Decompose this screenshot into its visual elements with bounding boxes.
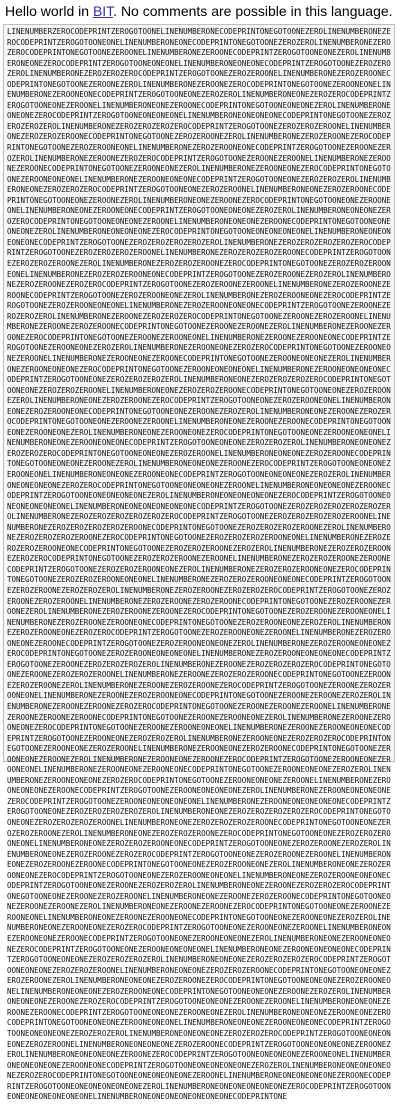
- source-code: LINENUMBERZEROCODEPRINTZEROGOTOONELINENUMBERONECODEPRINTONEGOTOONEZEROLINENUMBERONEZEROCODEPRINTZEROGOTOONEONELINENUMBERONEONECODEPRINTONEGOTOONEZEROZEROLINENUMBERONEZEROZEROCODEPRINTONEGOTOONEZEROONELINENUMBERONEZEROONECODEPRINTZEROGOTOONEONEZEROLINENUMBERONEONEZEROCODEPRINTZEROGOTOONEONEONELINENUMBERONEONEONECODEPRINTZEROGOTOONEZEROZEROZEROLINENUMBERONEZEROZEROZEROCODEPRINTZEROGOTOONEZEROZEROONELINENUMBERONEZEROZEROONECODEPRINTONEGOTOONEZEROONEZEROLINENUMBERONEZEROONEZEROCODEPRINTONEGOTOONEZEROONEONELINENUMBERONEZEROONEONECODEPRINTZEROGOTOONEONEZEROZEROLINENUMBERONEONEZEROZEROCODEPRINTZEROGOTOONEONEZEROONELINENUMBERONEONEZEROONECODEPRINTONEGOTOONEONEONEZEROLINENUMBERONEONEONEZEROCODEPRINTZEROGOTOONEONEONEONELINENUMBERONEONEONEONECODEPRINTONEGOTOONEZEROZEROZEROZEROLINENUMBERONEZEROZEROZEROZEROCODEPRINTZEROGOTOONEZEROZEROZEROONELINENUMBERONEZEROZEROZEROONECODEPRINTONEGOTOONEZEROZEROONEZEROLINENUMBERONEZEROZEROONEZEROCODEPRINTONEGOTOONEZEROZEROONEONELINENUMBERONEZEROZEROONEONECODEPRINTZEROGOTOONEZEROONEZEROZEROLINENUMBERONEZEROONEZEROZEROCODEPRINTZEROGOTOONEZEROONEZEROONELINENUMBERONEZEROONEZEROONECODEPRINTONEGOTOONEZEROONEONEZEROLINENUMBERONEZEROONEONEZEROCODEPRINTONEGOTOONEZEROONEONEONELINENUMBERONEZEROONEONEONECODEPRINTZEROGOTOONEONEZEROZEROZEROLINENUMBERONEONEZEROZEROZEROCODEPRINTZEROGOTOONEONEZEROZEROONELINENUMBERONEONEZEROZEROONECODEPRINTONEGOTOONEONEZEROONEZEROLINENUMBERONEONEZEROONEZEROCODEPRINTONEGOTOONEONEZEROONEONELINENUMBERONEONEZEROONEONECODEPRINTZEROGOTOONEONEONEZEROZEROLINENUMBERONEONEONEZEROZEROCODEPRINTONEGOTOONEONEONEZEROONELINENUMBERONEONEONEZEROONECODEPRINTONEGOTOONEONEONEONEZEROLINENUMBERONEONEONEONEZEROCODEPRINTONEGOTOONEONEONEONEONELINENUMBERONEONEONEONEONECODEPRINTZEROGOTOONEZEROZEROZEROZEROZEROLINENUMBERONEZEROZEROZEROZEROZEROCODEPRINTZEROGOTOONEZEROZEROZEROZEROONELINENUMBERONEZEROZEROZEROZEROONECODEPRINTZEROGOTOONEZEROZEROZEROONEZEROLINENUMBERONEZEROZEROZEROONEZEROCODEPRINTONEGOTOONEZEROZEROZEROONEONELINENUMBERONEZEROZEROZEROONEONECODEPRINTZEROGOTOONEZEROZEROONEZEROZEROLINENUMBERONEZEROZEROONEZEROZEROCODEPRINTZEROGOTOONEZEROZEROONEZEROONELINENUMBERONEZEROZEROONEZEROONECODEPRINTZEROGOTOONEZEROZEROONEONEZEROLINENUMBERONEZEROZEROONEONEZEROCODEPRINTZEROGOTOONEZEROZEROONEONEONELINENUMBERONEZEROZEROONEONEONECODEPRINTZEROGOTOONEZEROONEZEROZEROZEROLINENUMBERONEZEROONEZEROZEROZEROCODEPRINTONEGOTOONEZEROONEZEROZEROONELINENUMBERONEZEROONEZEROZEROONECODEPRINTONEGOTOONEZEROONEZEROONEZEROLINENUMBERONEZEROONEZEROONEZEROCODEPRINTONEGOTOONEZEROONEZEROONEONELINENUMBERONEZEROONEZEROONEONECODEPRINTZEROGOTOONEZEROONEONEZEROZEROLINENUMBERONEZEROONEONEZEROZEROCODEPRINTONEGOTOONEZEROONEONEZEROONELINENUMBERONEZEROONEONEZEROONECODEPRINTONEGOTOONEZEROONEONEONEZEROLINENUMBERONEZEROONEONEONEZEROCODEPRINTONEGOTOONEZEROONEONEONEONELINENUMBERONEZEROONEONEONEONECODEPRINTZEROGOTOONEONEZEROZEROZEROZEROLINENUMBERONEONEZEROZEROZEROZEROCODEPRINTONEGOTOONEONEZEROZEROZEROONELINENUMBERONEONEZEROZEROZEROONECODEPRINTONEGOTOONEONEZEROZEROONEZEROLINENUMBERONEONEZEROZEROONEZEROCODEPRINTZEROGOTOONEONEZEROZEROONEONELINENUMBERONEONEZEROZEROONEONECODEPRINTONEGOTOONEONEZEROONEZEROZEROLINENUMBERONEONEZEROONEZEROZEROCODEPRINTONEGOTOONEONEZEROONEZEROONELINENUMBERONEONEZEROONEZEROONECODEPRINTONEGOTOONEONEZEROONEONEZEROLINENUMBERONEONEZEROONEONEZEROCODEPRINTONEGOTOONEONEZEROONEONEONELINENUMBERONEONEZEROONEONEONECODEPRINTZEROGOTOONEONEONEZEROZEROZEROLINENUMBERONEONEONEZEROZEROZEROCODEPRINTONEGOTOONEONEONEZEROZEROONELINENUMBERONEONEONEZEROZEROONECODEPRINTONEGOTOONEONEONEZEROONEZEROLINENUMBERONEONEONEZEROONEZEROCODEPRINTZEROGOTOONEONEONEZEROONEONELINENUMBERONEONEONEZEROONEONECODEPRINTZEROGOTOONEONEONEONEZEROZEROLINENUMBERONEONEONEONEZEROZEROCODEPRINTONEGOTOONEONEONEONEZEROONELINENUMBERONEONEONEONEZEROONECODEPRINTZEROGOTOONEONEONEONEONEZEROLINENUMBERONEONEONEONEONEZEROCODEPRINTZEROGOTOONEONEONEONEONEONELINENUMBERONEONEONEONEONEONECODEPRINTZEROGOTOONEZEROZEROZEROZEROZEROZEROLINENUMBERONEZEROZEROZEROZEROZEROZEROCODEPRINTZEROGOTOONEZEROZEROZEROZEROZEROONELINENUMBERONEZEROZEROZEROZEROZEROONECODEPRINTONEGOTOONEZEROZEROZEROZEROONEZEROLINENUMBERONEZEROZEROZEROZEROONEZEROCODEPRINTONEGOTOONEZEROZEROZEROZEROONEONELINENUMBERONEZEROZEROZEROZEROONEONECODEPRINTONEGOTOONEZEROZEROZEROONEZEROZEROLINENUMBERONEZEROZEROZEROONEZEROZEROCODEPRINTONEGOTOONEZEROZEROZEROONEZEROONELINENUMBERONEZEROZEROZEROONEZEROONECODEPRINTZEROGOTOONEZEROZEROZEROONEONEZEROLINENUMBERONEZEROZEROZEROONEONEZEROCODEPRINTONEGOTOONEZEROZEROZEROONEONEONELINENUMBERONEZEROZEROZEROONEONEONECODEPRINTZEROGOTOONEZEROZEROONEZEROZEROZEROLINENUMBERONEZEROZEROONEZEROZEROZEROCODEPRINTZEROGOTOONEZEROZEROONEZEROZEROONELINENUMBERONEZEROZEROONEZEROZEROONECODEPRINTONEGOTOONEZEROZEROONEZEROONEZEROLINENUMBERONEZEROZEROONEZEROONEZEROCODEPRINTONEGOTOONEZEROZEROONEZEROONEONELINENUMBERONEZEROZEROONEZEROONEONECODEPRINTONEGOTOONEZEROZEROONEONEZEROZEROLINENUMBERONEZEROZEROONEONEZEROZEROCODEPRINTZEROGOTOONEZEROZEROONEONEZEROONELINENUMBERONEZEROZEROONEONEZEROONECODEPRINTZEROGOTOONEZEROZEROONEONEONEZEROLINENUMBERONEZEROZEROONEONEONEZEROCODEPRINTONEGOTOONEZEROZEROONEONEONEONELINENUMBERONEZEROZEROONEONEONEONECODEPRINTZEROGOTOONEZEROONEZEROZEROZEROZEROLINENUMBERONEZEROONEZEROZEROZEROZEROCODEPRINTONEGOTOONEZEROONEZEROZEROZEROONELINENUMBERONEZEROONEZEROZEROZEROONECODEPRINTONEGOTOONEZEROONEZEROZEROONEZEROLINENUMBERONEZEROONEZEROZEROONEZEROCODEPRINTZEROGOTOONEZEROONEZEROZEROONEONELINENUMBERONEZEROONEZEROZEROONEONECODEPRINTONEGOTOONEZEROONEZEROONEZEROZEROLINENUMBERONEZEROONEZEROONEZEROZEROCODEPRINTONEGOTOONEZEROONEZEROONEZEROONELINENUMBERONEZEROONEZEROONEZEROONECODEPRINTONEGOTOONEZEROONEZEROONEONEZEROLINENUMBERONEZEROONEZEROONEONEZEROCODEPRINTONEGOTOONEZEROONEZEROONEONEONELINENUMBERONEZEROONEZEROONEONEONECODEPRINTZEROGOTOONEZEROONEONEZEROZEROZEROLINENUMBERONEZEROONEONEZEROZEROZEROCODEPRINTONEGOTOONEZEROONEONEZEROZEROONELINENUMBERONEZEROONEONEZEROZEROONECODEPRINTONEGOTOONEZEROONEONEZEROONEZEROLINENUMBERONEZEROONEONEZEROONEZEROCODEPRINTZEROGOTOONEZEROONEONEZEROONEONELINENUMBERONEZEROONEONEZEROONEONECODEPRINTONEGOTOONEZEROONEONEONEZEROZEROLINENUMBERONEZEROONEONEONEZEROZEROCODEPRINTONEGOTOONEZEROONEONEONEZEROONELINENUMBERONEZEROONEONEONEZEROONECODEPRINTZEROGOTOONEZEROONEONEONEONEZEROLINENUMBERONEZEROONEONEONEONEZEROCODEPRINTZEROGOTOONEZEROONEONEONEONEONELINENUMBERONEZEROONEONEONEONEONECODEPRINTZEROGOTOONEONEZEROZEROZEROZEROZEROLINENUMBERONEONEZEROZEROZEROZEROZEROCODEPRINTONEGOTOONEONEZEROZEROZEROZEROONELINENUMBERONEONEZEROZEROZEROZEROONECODEPRINTONEGOTOONEONEZEROZEROZEROONEZEROLINENUMBERONEONEZEROZEROZEROONEZEROCODEPRINTONEGOTOONEONEZEROZEROZEROONEONELINENUMBERONEONEZEROZEROZEROONEONECODEPRINTZEROGOTOONEONEZEROZEROONEZEROZEROLINENUMBERONEONEZEROZEROONEZEROZEROCODEPRINTZEROGOTOONEONEZEROZEROONEZEROONELINENUMBERONEONEZEROZEROONEZEROONECODEPRINTONEGOTOONEONEZEROZEROONEONEZEROLINENUMBERONEONEZEROZEROONEONEZEROCODEPRINTZEROGOTOONEONEZEROZEROONEONEONELINENUMBERONEONEZEROZEROONEONEONECODEPRINTZEROGOTOONEONEZEROONEZEROZEROZEROLINENUMBERONEONEZEROONEZEROZEROZEROCODEPRINTONEGOTOONEONEZEROONEZEROZEROONELINENUMBERONEONEZEROONEZEROZEROONECODEPRINTONEGOTOONEONEZEROONEZEROONEZEROLINENUMBERONEONEZEROONEZEROONEZEROCODEPRINTONEGOTOONEONEZEROONEZEROONEONELINENUMBERONEONEZEROONEZEROONEONECODEPRINTONEGOTOONEONEZEROONEONEZEROZEROLINENUMBERONEONEZEROONEONEZEROZEROCODEPRINTZEROGOTOONEONEZEROONEONEZEROONELINENUMBERONEONEZEROONEONEZEROONECODEPRINTZEROGOTOONEONEZEROONEONEONEZEROLINENUMBERONEONEZEROONEONEONEZEROCODEPRINTZEROGOTOONEONEZEROONEONEONEONELINENUMBERONEONEZEROONEONEONEONECODEPRINTZEROGOTOONEONEONEZEROZEROZEROZEROLINENUMBERONEONEONEZEROZEROZEROZEROCODEPRINTZEROGOTOONEONEONEZEROZEROZEROONELINENUMBERONEONEONEZEROZEROZEROONECODEPRINTONEGOTOONEONEONEZEROZEROONEZEROLINENUMBERONEONEONEZEROZEROONEZEROCODEPRINTONEGOTOONEONEONEZEROZEROONEONELINENUMBERONEONEONEZEROZEROONEONECODEPRINTONEGOTOONEONEONEZEROONEZEROZEROLINENUMBERONEONEONEZEROONEZEROZEROCODEPRINTZEROGOTOONEONEONEZEROONEZEROONELINENUMBERONEONEONEZEROONEZEROONECODEPRINTZEROGOTOONEONEONEZEROONEONEZEROLINENUMBERONEONEONEZEROONEONEZEROCODEPRINTONEGOTOONEONEONEZEROONEONEONELINENUMBERONEONEONEZEROONEONEONECODEPRINTZEROGOTOONEONEONEONEZEROZEROZEROLINENUMBERONEONEONEONEZEROZEROZEROCODEPRINTZEROGOTOONEONEONEONEZEROZEROONELINENUMBERONEONEONEONEZEROZEROONECODEPRINTZEROGOTOONEONEONEONEZEROONEZEROLINENUMBERONEONEONEONEZEROONEZEROCODEPRINTZEROGOTOONEONEONEONEZEROONEONELINENUMBERONEONEONEONEZEROONEONECODEPRINTZEROGOTOONEONEONEONEONEZEROZEROLINENUMBERONEONEONEONEONEZEROZEROCODEPRINTONEGOTOONEONEONEONEONEZEROONELINENUMBERONEONEONEONEONEZEROONECODEPRINTZEROGOTOONEONEONEONEONEONEZEROLINENUMBERONEONEONEONEONEONEZEROCODEPRINTZEROGOTOONEONEONEONEONEONEONELINENUMBERONEONEONEONEONEONEONECODEPRINTONE: [7, 27, 391, 1102]
- code-block: [3, 24, 395, 1102]
- page-title: [5, 2, 393, 20]
- bit-link[interactable]: BIT: [92, 3, 114, 19]
- title-suffix: . No comments are possible in this language.: [113, 3, 393, 19]
- title-prefix: Hello world in: [5, 3, 93, 19]
